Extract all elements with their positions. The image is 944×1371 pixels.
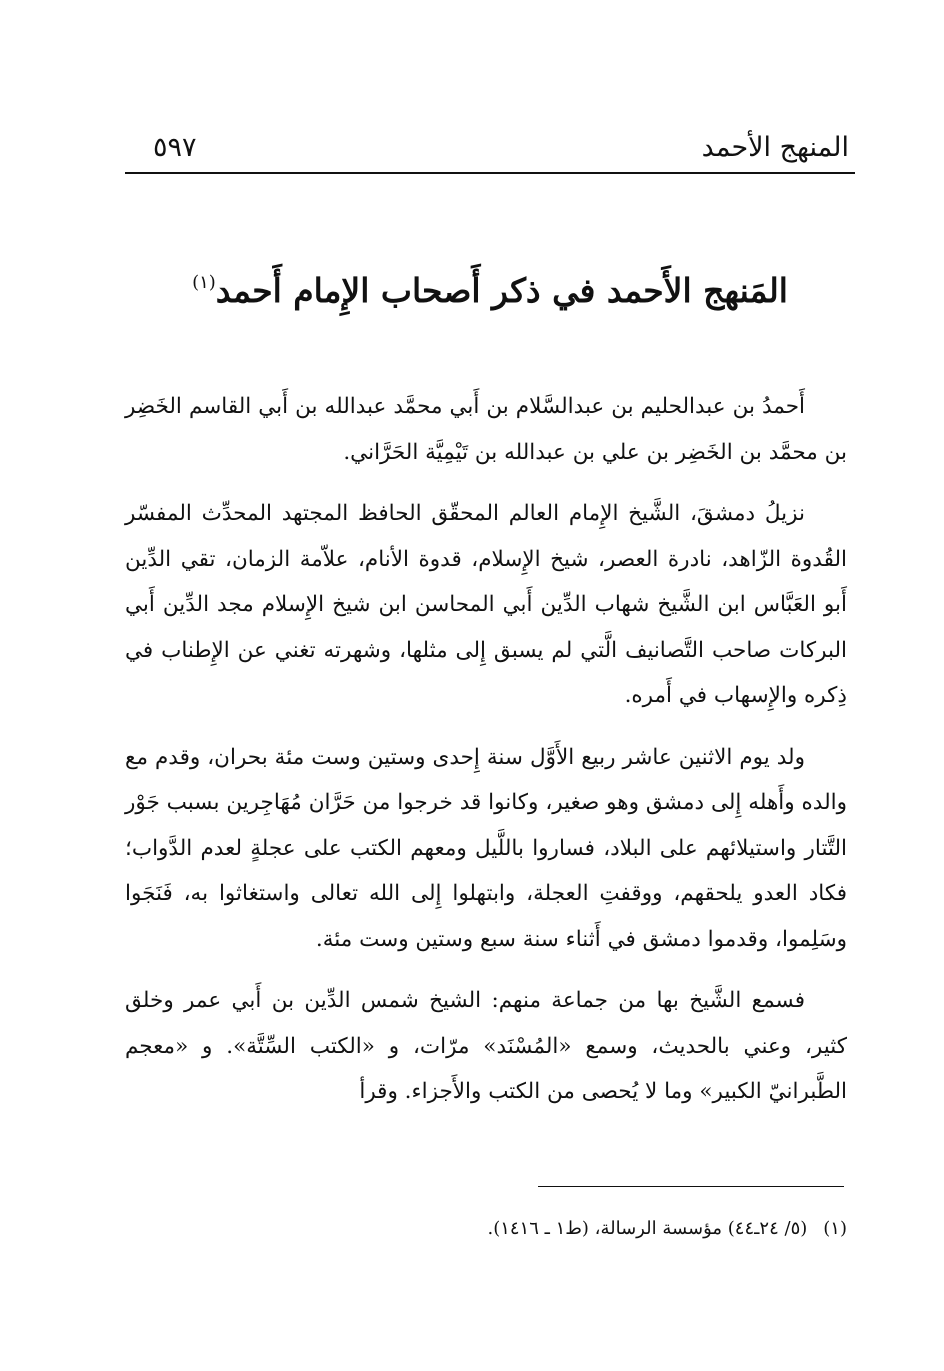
footnote-rule bbox=[538, 1186, 844, 1187]
footnote-text: (٥/ ٢٤ـ٤٤) مؤسسة الرسالة، (ط١ ـ ١٤١٦). bbox=[487, 1218, 808, 1239]
footnote-mark: (١) bbox=[823, 1218, 847, 1239]
paragraph-3: ولد يوم الاثنين عاشر ربيع الأَوَّل سنة إِحدى وستين وست مئة بحران، وقدم مع والده وأَهله إِلى دمشق وهو صغير، وكانوا قد خرجوا من حَرَّان مُهَاجِرين بسبب جَوْر التَّتار واستيلائهم على البلاد، فساروا باللَّيل ومعهم الكتب على عجلةٍ لعدم الدَّواب؛ فكاد العدو يلحقهم، ووقفتِ العجلة، وابتهلوا إِلى الله تعالى واستغاثوا به، فَنَجَوا وسَلِموا، وقدموا دمشق في أَثناء سنة سبع وستين وست مئة. bbox=[125, 744, 847, 952]
running-header bbox=[125, 128, 855, 172]
page-number: ٥٩٧ bbox=[153, 132, 197, 163]
footnote bbox=[125, 1212, 847, 1246]
paragraph-4: فسمع الشَّيخ بها من جماعة منهم: الشيخ شمس الدِّين بن أَبي عمر وخلق كثير، وعني بالحديث، وسمع «المُسْنَد» مرّات، و «الكتب السِّتَّة». و «معجم الطَّبرانيّ الكبير» وما لا يُحصى من الكتب والأَجزاء. وقرأ bbox=[125, 988, 847, 1104]
running-title: المنهج الأحمد bbox=[701, 132, 849, 163]
footnote-reference: (١) bbox=[192, 272, 216, 293]
body-text bbox=[125, 384, 847, 1131]
header-rule bbox=[125, 172, 855, 174]
paragraph-1: أَحمدُ بن عبدالحليم بن عبدالسَّلام بن أَبي محمَّد عبدالله بن أَبي القاسم الخَضِر بن محمَّد بن الخَضِر بن علي بن عبدالله بن تَيْمِيَّة الحَرَّاني. bbox=[125, 394, 847, 465]
chapter-title-text: المَنهج الأَحمد في ذكر أَصحاب الإِمام أَحمد bbox=[215, 271, 788, 310]
chapter-title bbox=[125, 255, 855, 319]
paragraph-2: نزيلُ دمشقَ، الشَّيخ الإِمام العالم المحقّق الحافظ المجتهد المحدِّث المفسّر القُدوة الزّاهد، نادرة العصر، شيخ الإِسلام، قدوة الأنام، علاّمة الزمان، تقي الدِّين أَبو العَبَّاس ابن الشَّيخ شهاب الدِّين أَبي المحاسن ابن شيخ الإِسلام مجد الدِّين أَبي البركات صاحب التَّصانيف الَّتي لم يسبق إِلى مثلها، وشهرته تغني عن الإِطناب في ذِكره والإِسهاب في أَمره. bbox=[125, 501, 848, 708]
